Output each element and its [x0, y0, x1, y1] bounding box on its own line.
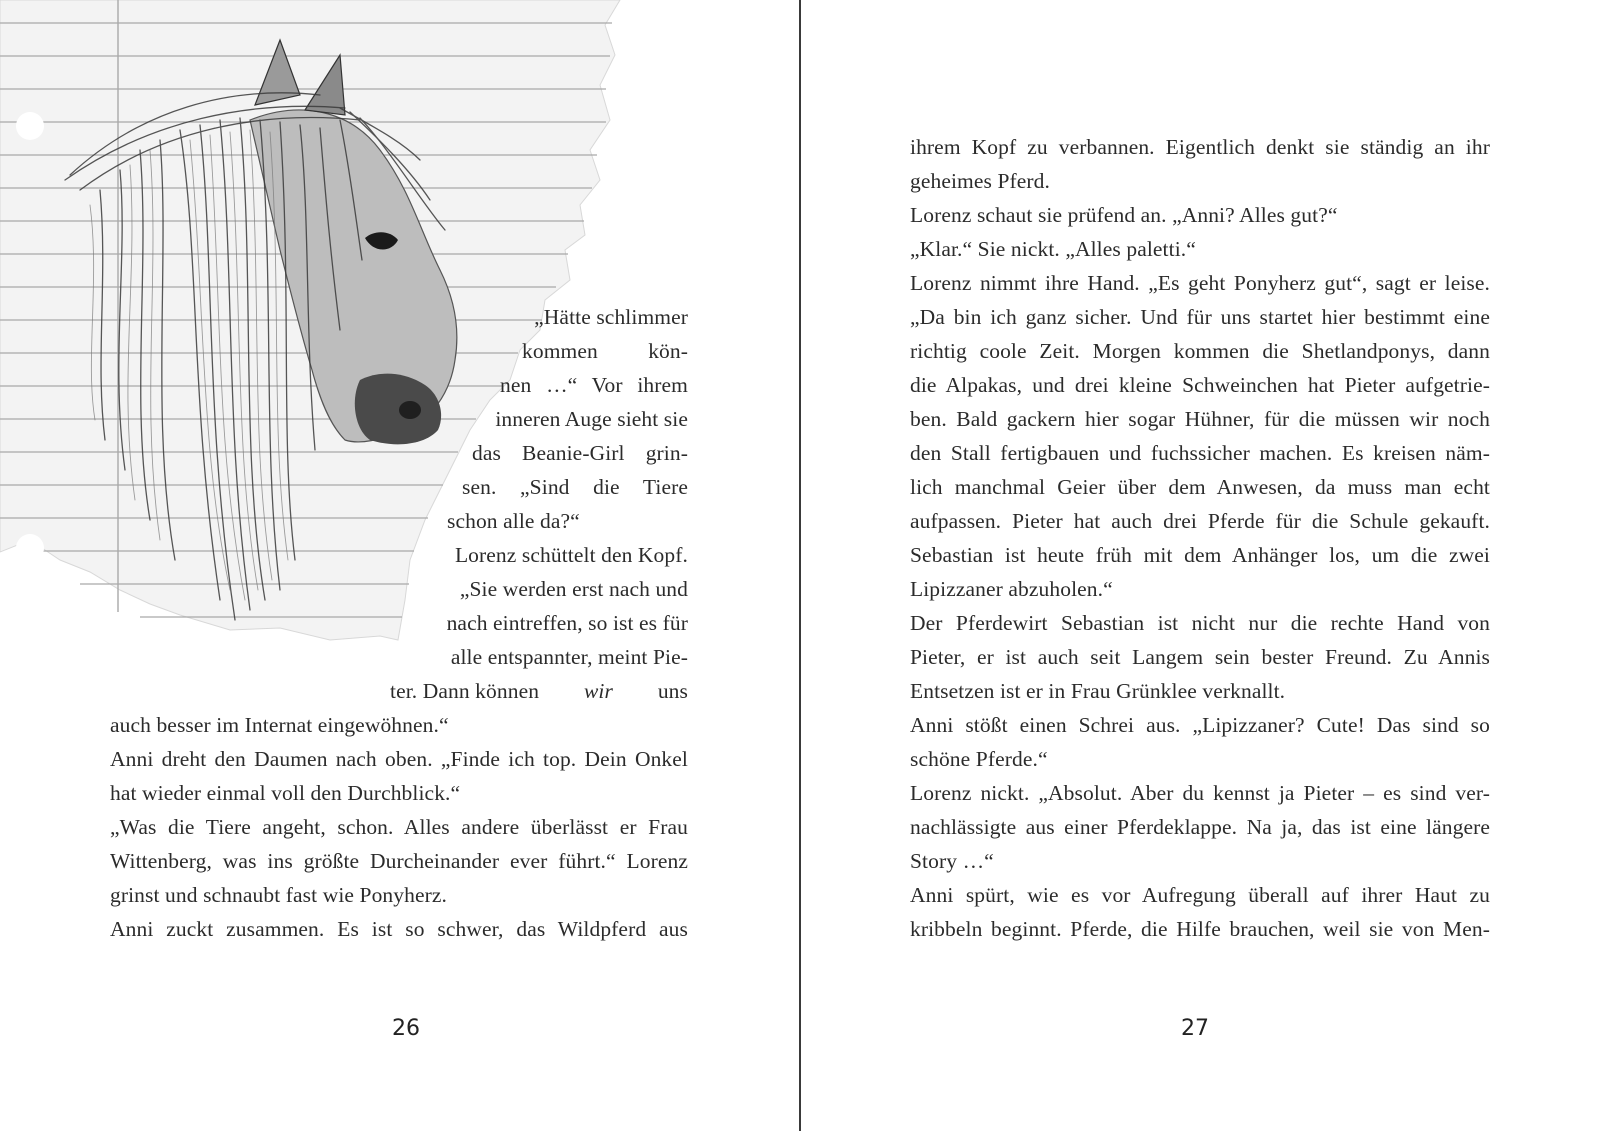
text-line: Lorenz schüttelt den Kopf.: [454, 543, 688, 567]
text-line: Story …“: [910, 849, 994, 873]
text-line: inneren Auge sieht sie: [495, 407, 688, 431]
text-line: „Klar.“ Sie nickt. „Alles paletti.“: [910, 237, 1196, 261]
text-line: Pieter, er ist auch seit Langem sein bester Freund. Zu Annis: [910, 645, 1490, 669]
text-line: Lorenz schaut sie prüfend an. „Anni? Alles gut?“: [910, 203, 1338, 227]
text-line: schöne Pferde.“: [910, 747, 1048, 771]
text-line: „Da bin ich ganz sicher. Und für uns startet hier bestimmt eine: [910, 305, 1490, 329]
page-number-left: 26: [392, 1016, 420, 1041]
text-line: Lorenz nimmt ihre Hand. „Es geht Ponyherz gut“, sagt er leise.: [910, 271, 1490, 295]
text-line: [390, 674, 688, 708]
text-line: Sebastian ist heute früh mit dem Anhänger los, um die zwei: [910, 543, 1490, 567]
text-line: lich manchmal Geier über dem Anwesen, da muss man echt: [910, 475, 1490, 499]
binder-hole: [16, 534, 44, 562]
text-line: Entsetzen ist er in Frau Grünklee verknallt.: [910, 679, 1286, 703]
text-line: kribbeln beginnt. Pferde, die Hilfe brauchen, weil sie von Men-: [910, 917, 1490, 941]
text-line: Wittenberg, was ins größte Durcheinander ever führt.“ Lorenz: [110, 849, 688, 873]
binder-hole: [16, 112, 44, 140]
page-number-right: 27: [1181, 1016, 1209, 1041]
text-line: Lipizzaner abzuholen.“: [910, 577, 1113, 601]
text-line: Der Pferdewirt Sebastian ist nicht nur die rechte Hand von: [910, 611, 1490, 635]
emphasized-word: wir: [583, 679, 613, 703]
text-line: kommen kön-: [522, 339, 688, 363]
text-line: Lorenz nickt. „Absolut. Aber du kennst ja Pieter – es sind ver-: [910, 781, 1490, 805]
text-line: ihrem Kopf zu verbannen. Eigentlich denkt sie ständig an ihr: [910, 135, 1490, 159]
text-line: geheimes Pferd.: [910, 169, 1051, 193]
text-line: grinst und schnaubt fast wie Ponyherz.: [110, 883, 447, 907]
text-line: Anni zuckt zusammen. Es ist so schwer, das Wildpferd aus: [110, 917, 688, 941]
text-segment: ter. Dann können: [390, 679, 540, 703]
text-line: schon alle da?“: [447, 509, 580, 533]
left-page: [0, 0, 799, 1131]
text-line: nach eintreffen, so ist es für: [446, 611, 688, 635]
text-line: alle entspannter, meint Pie-: [450, 645, 688, 669]
text-line: aufpassen. Pieter hat auch drei Pferde für die Schule gekauft.: [910, 509, 1490, 533]
text-line: „Sie werden erst nach und: [459, 577, 688, 601]
text-line: den Stall fertigbauen und fuchssicher machen. Es kreisen näm-: [910, 441, 1490, 465]
text-line: Anni spürt, wie es vor Aufregung überall auf ihrer Haut zu: [910, 883, 1490, 907]
text-line: ben. Bald gackern hier sogar Hühner, für die müssen wir noch: [910, 407, 1490, 431]
text-line: „Was die Tiere angeht, schon. Alles andere überlässt er Frau: [110, 815, 688, 839]
text-line: das Beanie-Girl grin-: [472, 441, 688, 465]
text-line: sen. „Sind die Tiere: [462, 475, 688, 499]
text-line: nen …“ Vor ihrem: [500, 373, 688, 397]
right-page-text: [910, 130, 1490, 946]
text-line: nachlässigte aus einer Pferdeklappe. Na ja, das ist eine längere: [910, 815, 1490, 839]
text-line: Anni dreht den Daumen nach oben. „Finde ich top. Dein Onkel: [110, 747, 688, 771]
text-line: Anni stößt einen Schrei aus. „Lipizzaner? Cute! Das sind so: [910, 713, 1490, 737]
left-page-text: [110, 300, 688, 946]
text-line: richtig coole Zeit. Morgen kommen die Shetlandponys, dann: [910, 339, 1490, 363]
text-line: die Alpakas, und drei kleine Schweinchen hat Pieter aufgetrie-: [910, 373, 1490, 397]
text-line: „Hätte schlimmer: [534, 305, 688, 329]
text-line: auch besser im Internat eingewöhnen.“: [110, 713, 449, 737]
text-line: hat wieder einmal voll den Durchblick.“: [110, 781, 461, 805]
text-segment: uns: [657, 679, 688, 703]
